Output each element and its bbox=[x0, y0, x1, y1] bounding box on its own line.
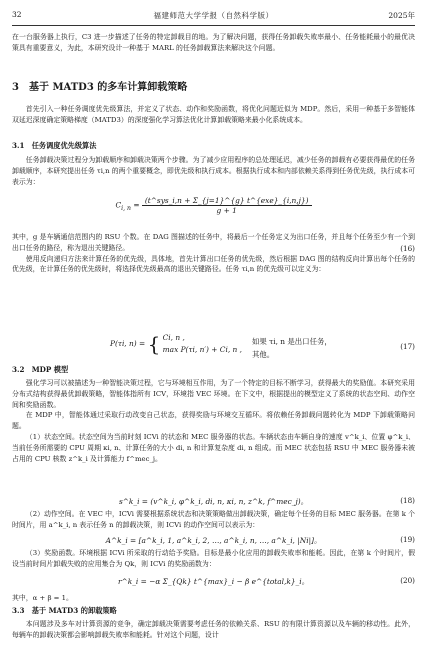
subsection-3-1-paragraph-1: 任务卸载决策过程分为卸载顺序和卸载决策两个步骤。为了减少应用程序的总处理延迟，减少任务的卸载有必要获得最优的任务卸载顺序，本研究提出任务 τi,n 的两个重要概念，即优先级和执行成本。根据执行成本和内部依赖关系得到任务优先级，执行成本可表示为： bbox=[12, 156, 415, 186]
subsection-3-2-paragraph-3: （1）状态空间。状态空间为当前时刻 ICVi 的状态和 MEC 服务器的状态。车辆状态由车辆自身的速度 v^k_i、位置 φ^k_i、当前任务所需要的 CPU 周期 κi, n、计算任务的大小 di, n 和计算复杂度 di, n 组成。而 MEC 状态包括 RSU 中 MEC 服务器未被占用的 CPU 核数 z^k_i 及计算能力 f^mec_j。 bbox=[12, 432, 415, 463]
section-3-title: 3 基于 MATD3 的多车计算卸载策略 bbox=[12, 82, 188, 93]
equation-18-number: (18) bbox=[400, 496, 415, 505]
eq17-condition-1: 如果 τi, n 是出口任务， bbox=[252, 337, 332, 346]
subsection-3-1-paragraph-2: 其中，g 是车辆通信范围内的 RSU 个数。在 DAG 图描述的任务中，将最后一个任务定义为出口任务，并且每个任务至少有一个到出口任务的路径，称为退出关键路径。 bbox=[12, 233, 415, 252]
equation-18: s^k_i = (v^k_i, φ^k_i, di, n, κi, n, z^k, f^mec_j)。 bbox=[118, 497, 309, 506]
eq16-denominator: g + 1 bbox=[216, 206, 237, 215]
eq16-numerator: (t^sys_i,n + Σ_{j=1}^{g} t^{exe}_{i,n,j}) bbox=[142, 196, 312, 206]
journal-title: 福建师范大学学报（自然科学版） bbox=[153, 11, 274, 20]
subsection-3-1-body-2 bbox=[12, 232, 415, 275]
subsection-3-2-paragraph-6: 其中，α + β = 1。 bbox=[12, 594, 73, 602]
equation-16: $C_{i, n}$ = $\frac{\text{(t\textasciicircum{}sys\_i,n + Σ\_\{j=1\}\textasciicircum{}\{g\} t\textasciicircum{}\{exe\}\_\{i,n,j\})}}{g + 1}$ bbox=[12, 196, 415, 215]
eq17-condition-2: 其他。 bbox=[252, 350, 275, 359]
subsection-3-2-body bbox=[12, 378, 415, 464]
header-rule bbox=[12, 25, 415, 26]
equation-19: A^k_i = [a^k_i, 1, a^k_i, 2, …, a^k_i, n, …, a^k_i, |Ni|]。 bbox=[105, 536, 322, 545]
subsection-3-2-title: 3.2 MDP 模型 bbox=[12, 365, 69, 374]
subsection-3-2-paragraph-5: （3）奖励函数。环境根据 ICVi 所采取的行动给予奖励。目标是最小化应用的卸载失败率和能耗。因此，在第 k 个时间片，假设当前时间片卸载失败的应用集合为 Qk，则 ICVi 的奖励函数为： bbox=[12, 549, 415, 568]
publication-year: 2025年 bbox=[388, 11, 415, 20]
intro-paragraph: 在一台服务器上执行，C3 进一步描述了任务的特定卸载目的地。为了解决问题，获得任务卸载失败率最小、任务能耗最小的最优决策具有重要意义，为此，本研究设计一种基于 MARL 的任务卸载算法来解决这个问题。 bbox=[12, 33, 415, 52]
equation-17-conditions bbox=[252, 336, 415, 360]
section-3-body bbox=[12, 104, 415, 126]
eq16-fraction bbox=[142, 196, 312, 215]
equation-20: r^k_i = −α Σ_{Qk} t^{max}_i − β e^{total,k}_i。 bbox=[117, 577, 310, 586]
eq17-lhs: P(τi, n) = bbox=[110, 339, 146, 348]
subsection-3-3-title: 3.3 基于 MATD3 的卸载策略 bbox=[12, 606, 117, 615]
subsection-3-2-paragraph-4: （2）动作空间。在 VEC 中，ICVi 需要根据系统状态和决策策略做出卸载决策，确定每个任务的目标 MEC 服务器。在第 k 个时间片，用 a^k_i, n 表示任务 n 的卸载决策，则 ICVi 的动作空间可以表示为： bbox=[12, 510, 415, 529]
section-3-paragraph: 首先引入一种任务调度优先级算法，并定义了状态、动作和奖励函数，将优化问题近似为 MDP。然后，采用一种基于多智能体双延迟深度确定策略梯度（MATD3）的深度强化学习算法优化计算卸载策略来最小化系统成本。 bbox=[12, 105, 415, 124]
subsection-3-3-body bbox=[12, 619, 415, 641]
subsection-3-2-paragraph-1: 强化学习可以被描述为一种智能决策过程，它与环境相互作用，为了一个特定的目标不断学习，获得最大的奖励值。本研究采用分布式结构获得最优卸载策略，智能体指所有 ICV，环境指 VEC 环境。在下文中，根据提出的模型定义了系统的状态空间、动作空间和奖励函数。 bbox=[12, 379, 415, 409]
equation-19-number: (19) bbox=[400, 535, 415, 544]
subsection-3-2-body-4 bbox=[12, 593, 415, 604]
eq17-case-2: max P(τi, n′) + Ci, n , bbox=[162, 345, 242, 354]
intro-block bbox=[12, 32, 415, 54]
page-number: 32 bbox=[12, 10, 22, 19]
eq17-brace: { bbox=[147, 332, 161, 356]
subsection-3-2-body-3 bbox=[12, 548, 415, 570]
eq17-case-1: Ci, n , bbox=[162, 333, 185, 342]
running-header bbox=[12, 10, 415, 22]
equation-20-number: (20) bbox=[400, 576, 415, 585]
subsection-3-1-body bbox=[12, 155, 415, 187]
eq16-lhs-sub: i, n bbox=[121, 204, 131, 212]
subsection-3-1-paragraph-3: 使用反向递归方法来计算任务的优先级，具体地，首先计算出口任务的优先级，然后根据 DAG 图的结构反向计算出每个任务的优先级，在计算任务的优先级时，将选择优先级最高的退出关键路径。任务 τi,n 的优先级可以定义为： bbox=[12, 254, 415, 274]
eq17-cases bbox=[163, 332, 242, 356]
equation-17-number: (17) bbox=[400, 342, 415, 351]
subsection-3-1-title: 3.1 任务调度优先级算法 bbox=[12, 141, 97, 150]
subsection-3-3-paragraph-1: 本问题涉及多车对计算资源的竞争，确定卸载决策需要考虑任务的依赖关系、RSU 的有限计算资源以及车辆的移动性。此外，每辆车的卸载决策都会影响卸载失败率和能耗。针对这个问题，设计 bbox=[12, 620, 415, 639]
eq16-lhs: C bbox=[115, 200, 122, 210]
equation-16-number: (16) bbox=[400, 244, 415, 253]
subsection-3-2-body-2 bbox=[12, 509, 415, 531]
subsection-3-2-paragraph-2: 在 MDP 中，智能体通过采取行动改变自己状态，获得奖励与环境交互循环。将依赖任务卸载问题转化为 MDP 下卸载策略问题。 bbox=[12, 411, 415, 431]
